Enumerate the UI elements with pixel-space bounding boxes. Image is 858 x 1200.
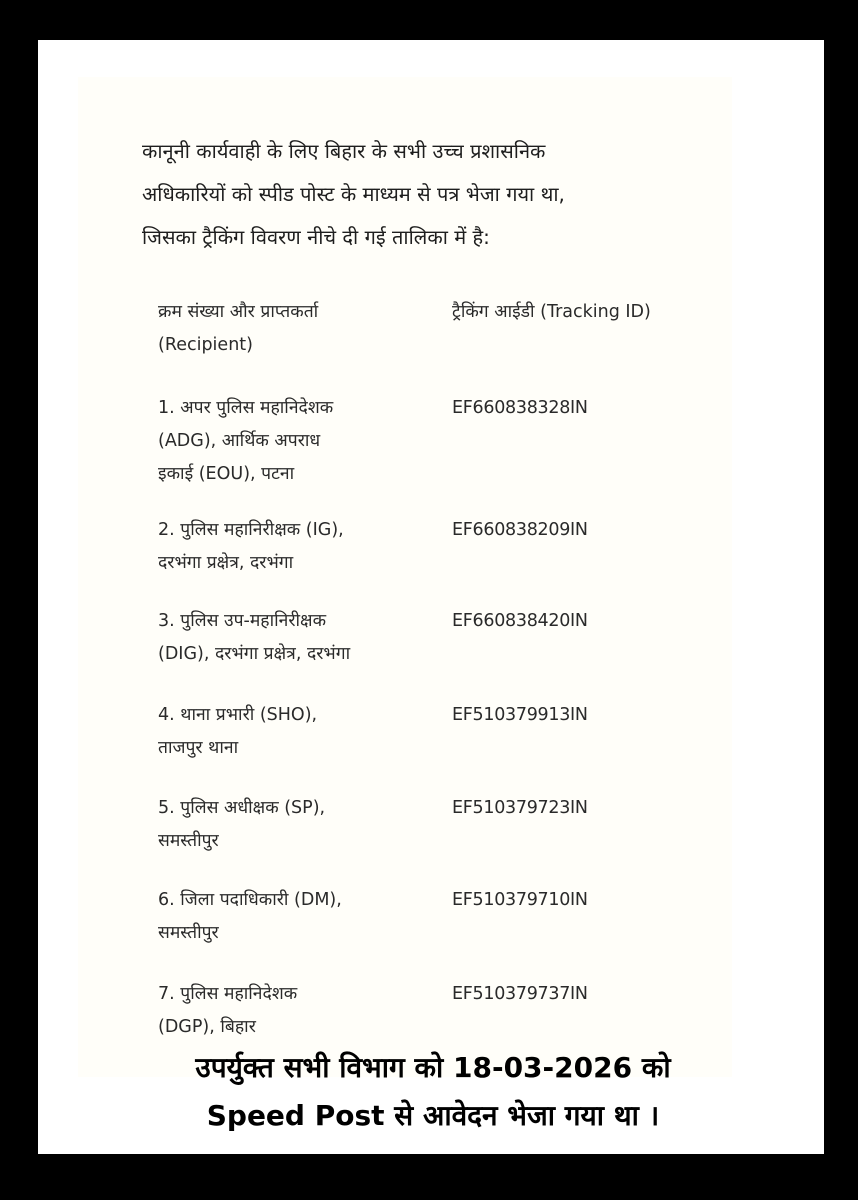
table-row-recipient	[158, 792, 448, 858]
recipient-line: 6. जिला पदाधिकारी (DM),	[158, 890, 342, 910]
recipient-line: 1. अपर पुलिस महानिदेशक	[158, 398, 334, 418]
recipient-line: (DIG), दरभंगा प्रक्षेत्र, दरभंगा	[158, 644, 351, 664]
footer-note	[40, 1044, 826, 1140]
recipient-line: (DGP), बिहार	[158, 1017, 256, 1037]
recipient-line: 5. पुलिस अधीक्षक (SP),	[158, 798, 326, 818]
recipient-line: 7. पुलिस महानिदेशक	[158, 984, 298, 1004]
table-row-recipient	[158, 514, 448, 580]
recipient-line: दरभंगा प्रक्षेत्र, दरभंगा	[158, 553, 294, 573]
recipient-header-line: क्रम संख्या और प्राप्तकर्ता	[158, 302, 319, 322]
table-row-recipient	[158, 392, 448, 491]
recipient-column-header	[158, 296, 318, 362]
intro-line: अधिकारियों को स्पीड पोस्ट के माध्यम से पत्र भेजा गया था,	[142, 182, 565, 206]
intro-line: जिसका ट्रैकिंग विवरण नीचे दी गई तालिका में है:	[142, 225, 490, 249]
recipient-line: समस्तीपुर	[158, 923, 219, 943]
recipient-line: 2. पुलिस महानिरीक्षक (IG),	[158, 520, 344, 540]
table-row-tracking-id: EF660838209IN	[452, 520, 588, 540]
table-row-tracking-id: EF660838420IN	[452, 611, 588, 631]
table-row-tracking-id: EF510379710IN	[452, 890, 588, 910]
table-row-tracking-id: EF510379723IN	[452, 798, 588, 818]
recipient-line: (ADG), आर्थिक अपराध	[158, 431, 321, 451]
table-row-tracking-id: EF660838328IN	[452, 398, 588, 418]
intro-line: कानूनी कार्यवाही के लिए बिहार के सभी उच्च प्रशासनिक	[142, 139, 546, 163]
footer-line: Speed Post से आवेदन भेजा गया था ।	[206, 1099, 660, 1132]
footer-line: उपर्युक्त सभी विभाग को 18-03-2026 को	[195, 1051, 671, 1084]
table-row-recipient	[158, 978, 448, 1044]
table-row-recipient	[158, 884, 448, 950]
table-row-tracking-id: EF510379913IN	[452, 705, 588, 725]
intro-paragraph	[142, 130, 702, 259]
table-row-recipient	[158, 699, 448, 765]
recipient-header-line: (Recipient)	[158, 335, 253, 355]
recipient-line: 4. थाना प्रभारी (SHO),	[158, 705, 318, 725]
tracking-header-text: ट्रैकिंग आईडी (Tracking ID)	[452, 302, 651, 322]
table-row-recipient	[158, 605, 448, 671]
recipient-line: इकाई (EOU), पटना	[158, 464, 295, 484]
tracking-column-header	[452, 296, 651, 329]
recipient-line: समस्तीपुर	[158, 831, 219, 851]
recipient-line: ताजपुर थाना	[158, 738, 239, 758]
recipient-line: 3. पुलिस उप-महानिरीक्षक	[158, 611, 327, 631]
table-row-tracking-id: EF510379737IN	[452, 984, 588, 1004]
